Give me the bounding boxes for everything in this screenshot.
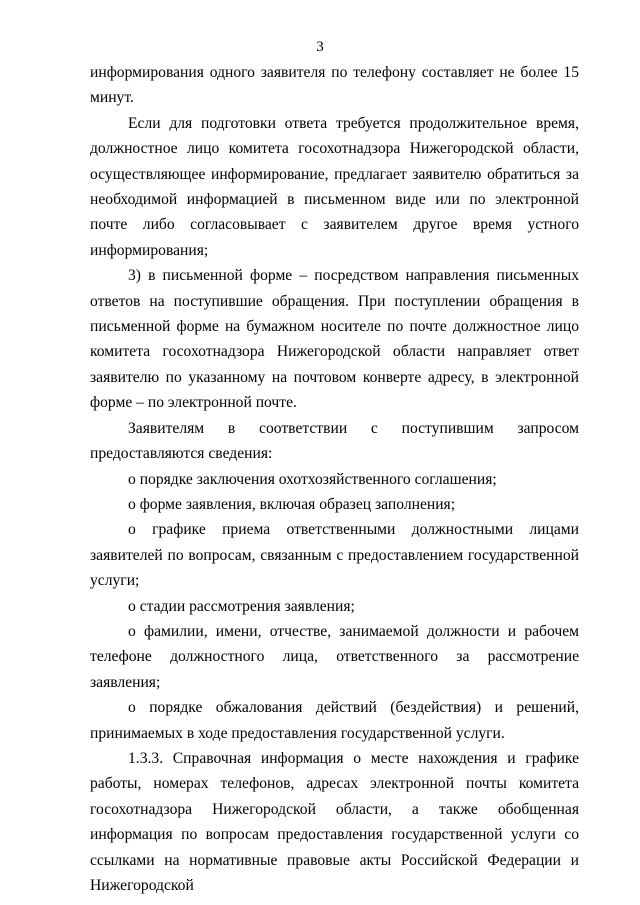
document-body [90, 60, 579, 898]
page-number: 3 [316, 39, 324, 55]
list-item-official-contact: о фамилии, имени, отчестве, занимаемой должности и рабочем телефоне должностного лица, ответственного за рассмотрение заявления; [90, 622, 579, 691]
paragraph-reference-info: 1.3.3. Справочная информация о месте нахождения и графике работы, номерах телефонов, адресах электронной почты комитета госохотнадзора Нижегородской области, а также обобщенная информация по вопросам предоставления государственной услуги со ссылками на нормативные правовые акты Российской Федерации и Нижегородской [90, 749, 579, 894]
paragraph-long-preparation: Если для подготовки ответа требуется продолжительное время, должностное лицо комитета госохотнадзора Нижегородской области, осуществляющее информирование, предлагает заявителю обратиться за необходимой информацией в письменном виде или по электронной почте либо согласовывает с заявителем другое время устного информирования; [90, 114, 579, 259]
paragraph-phone-info-duration: информирования одного заявителя по телефону составляет не более 15 минут. [90, 64, 579, 107]
list-item-review-stage: о стадии рассмотрения заявления; [128, 597, 355, 615]
list-item-agreement-procedure: о порядке заключения охотхозяйственного соглашения; [128, 470, 497, 488]
paragraph-applicants-info: Заявителям в соответствии с поступившим запросом предоставляются сведения: [90, 419, 579, 463]
paragraph-written-form: 3) в письменной форме – посредством направления письменных ответов на поступившие обращения. При поступлении обращения в письменной форме на бумажном носителе по почте должностное лицо комитета госохотнадзора Нижегородской области направляет ответ заявителю по указанному на почтовом конверте адресу, в электронной форме – по электронной почте. [90, 267, 579, 412]
list-item-application-form: о форме заявления, включая образец заполнения; [128, 495, 456, 513]
list-item-appeal-procedure: о порядке обжалования действий (бездействия) и решений, принимаемых в ходе предоставления государственной услуги. [90, 699, 579, 742]
list-item-reception-schedule: о графике приема ответственными должностными лицами заявителей по вопросам, связанным с предоставлением государственной услуги; [90, 521, 579, 590]
